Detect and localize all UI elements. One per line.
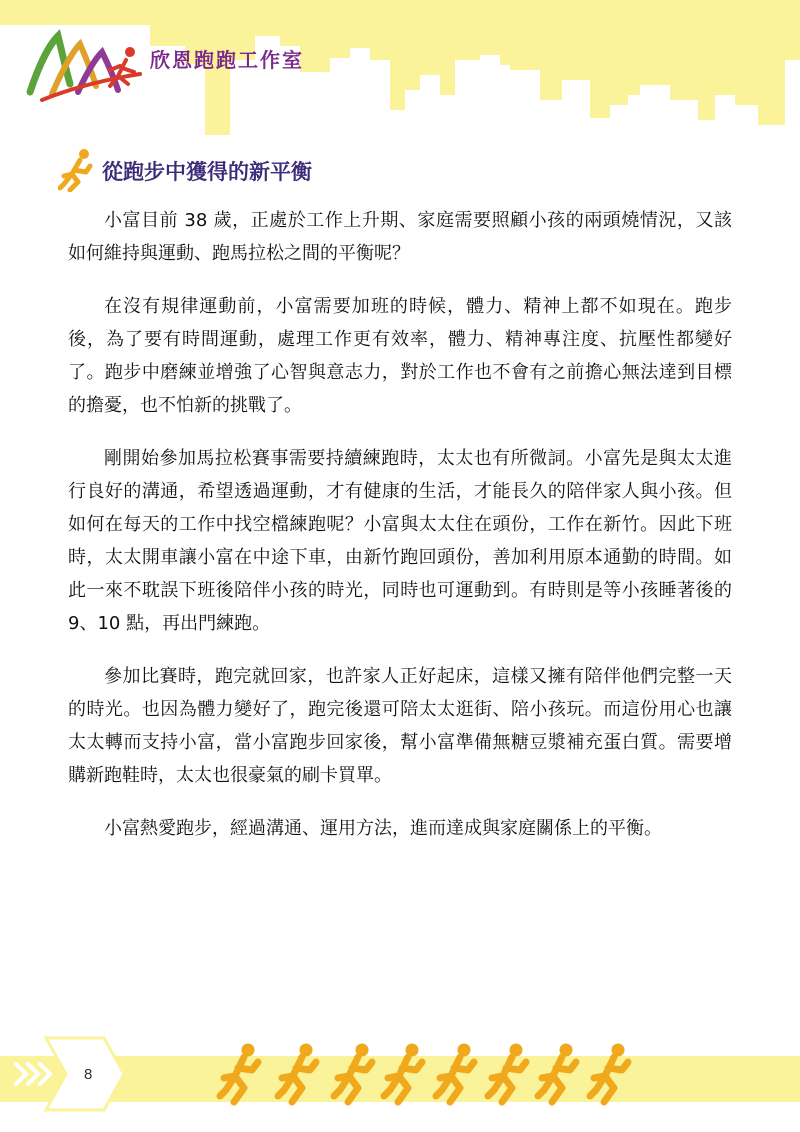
studio-logo-text: 欣恩跑跑工作室 <box>150 48 304 72</box>
paragraph: 小富熱愛跑步，經過溝通、運用方法，進而達成與家庭關係上的平衡。 <box>104 818 662 839</box>
page-number: 8 <box>84 1066 93 1083</box>
article-body <box>68 204 732 865</box>
runner-icon <box>58 148 98 192</box>
paragraph: 在沒有規律運動前，小富需要加班的時候，體力、精神上都不如現在。跑步後，為了要有時間運動，處理工作更有效率，體力、精神專注度、抗壓性都變好了。跑步中磨練並增強了心智與意志力，對於工作也不會有之前擔心無法達到目標的擔憂，也不怕新的挑戰了。 <box>68 296 732 416</box>
paragraph: 參加比賽時，跑完就回家，也許家人正好起床，這樣又擁有陪伴他們完整一天的時光。也因為體力變好了，跑完後還可陪太太逛街、陪小孩玩。而這份用心也讓太太轉而支持小富，當小富跑步回家後，幫小富準備無糖豆漿補充蛋白質。需要增購新跑鞋時，太太也很豪氣的刷卡買單。 <box>68 666 732 786</box>
section-title: 從跑步中獲得的新平衡 <box>102 160 312 184</box>
paragraph: 小富目前 38 歲，正處於工作上升期、家庭需要照顧小孩的兩頭燒情況，又該如何維持與運動、跑馬拉松之間的平衡呢？ <box>68 210 732 264</box>
footer-band <box>0 1030 800 1132</box>
paragraph: 剛開始參加馬拉松賽事需要持續練跑時，太太也有所微詞。小富先是與太太進行良好的溝通，希望透過運動，才有健康的生活，才能長久的陪伴家人與小孩。但如何在每天的工作中找空檔練跑呢？小富與太太住在頭份，工作在新竹。因此下班時，太太開車讓小富在中途下車，由新竹跑回頭份，善加利用原本通勤的時間。如此一來不耽誤下班後陪伴小孩的時光，同時也可運動到。有時則是等小孩睡著後的 9、10 點，再出門練跑。 <box>68 448 732 634</box>
